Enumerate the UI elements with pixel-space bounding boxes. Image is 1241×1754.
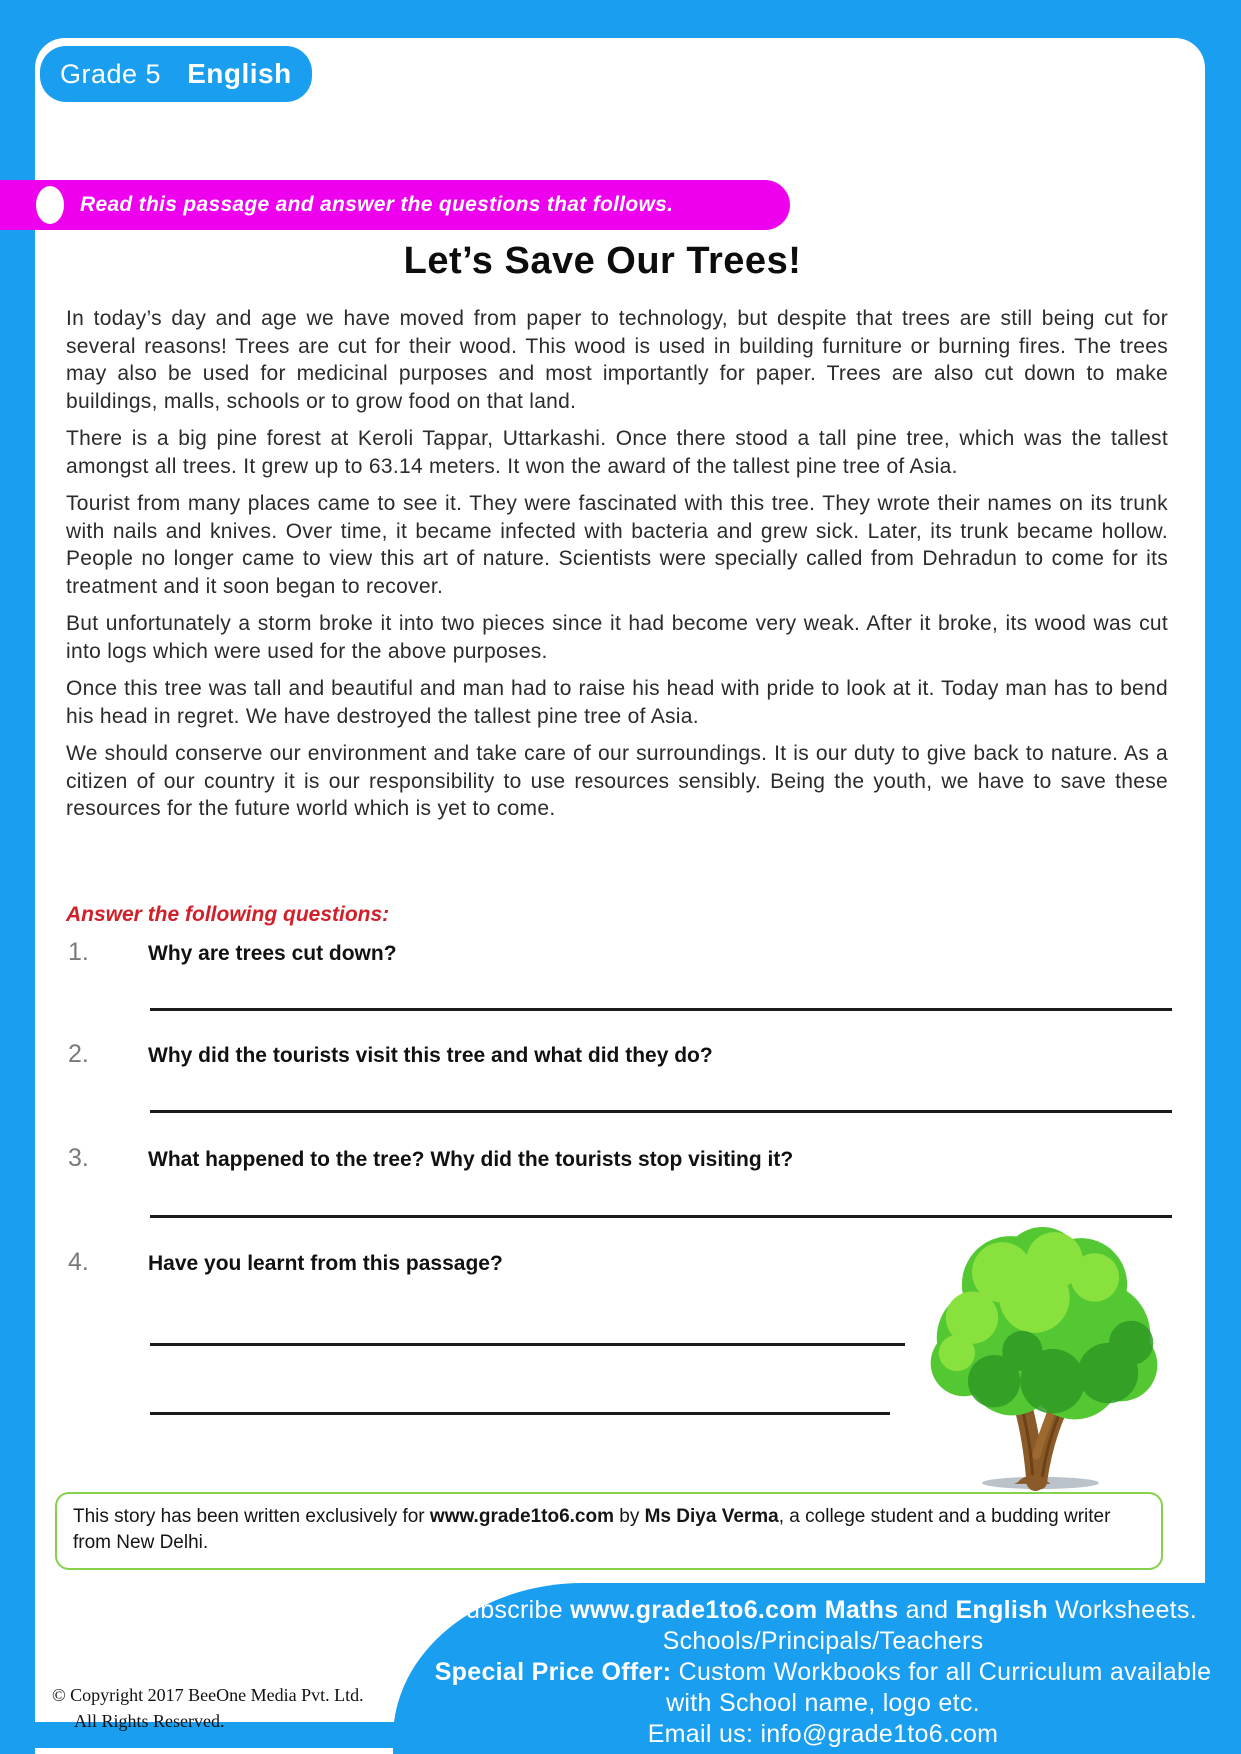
footer-audience-line: Schools/Principals/Teachers [662, 1627, 984, 1655]
passage-paragraph: But unfortunately a storm broke it into two pieces since it had become very weak. After it broke, its wood was cut into logs which were used for the above purposes. [66, 612, 1168, 663]
passage-paragraph: We should conserve our environment and take care of our surroundings. It is our duty to give back to nature. As a citizen of our country it is our responsibility to use resources sensibly. Being the youth, we have to save these resources for the future world which is yet to come. [66, 742, 1168, 820]
instruction-text: Read this passage and answer the questions that follows. [80, 193, 674, 216]
copyright-line2: All Rights Reserved. [74, 1711, 225, 1731]
passage-paragraph: There is a big pine forest at Keroli Tappar, Uttarkashi. Once there stood a tall pine tree, which was the tallest amongst all trees. It grew up to 63.14 meters. It won the award of the tallest pine tree of Asia. [66, 427, 1168, 478]
footer-panel [393, 1583, 1241, 1754]
passage-body [66, 305, 1168, 833]
answer-line-q4-1[interactable] [150, 1343, 905, 1346]
footer-offer-line: Special Price Offer: Custom Workbooks for all Curriculum available [434, 1658, 1212, 1686]
question-number: 4. [68, 1248, 89, 1276]
footer-email-line: Email us: info@grade1to6.com [647, 1720, 999, 1748]
question-number: 1. [68, 938, 89, 966]
answer-line-q4-2[interactable] [150, 1412, 890, 1415]
subject-label: English [187, 58, 292, 89]
question-text: Have you learnt from this passage? [148, 1252, 503, 1275]
passage-paragraph: In today’s day and age we have moved from paper to technology, but despite that trees are still being cut for several reasons! Trees are cut for their wood. This wood is used in building furniture or burning fires. The trees may also be used for medicinal purposes and most importantly for paper. Trees are also cut down to make buildings, malls, schools or to grow food on that land. [66, 307, 1168, 413]
answer-line-q2[interactable] [150, 1110, 1172, 1113]
credit-note [55, 1492, 1163, 1570]
question-text: Why are trees cut down? [148, 942, 397, 965]
footer-english-bold: English [955, 1596, 1048, 1624]
question-number: 3. [68, 1144, 89, 1172]
instruction-banner [0, 180, 790, 230]
question-text: Why did the tourists visit this tree and what did they do? [148, 1044, 713, 1067]
credit-author: Ms Diya Verma [644, 1506, 779, 1527]
footer-offer-bold: Special Price Offer: [434, 1658, 672, 1686]
answer-line-q3[interactable] [150, 1215, 1172, 1218]
question-text: What happened to the tree? Why did the tourists stop visiting it? [148, 1148, 794, 1171]
footer-offer-line2: with School name, logo etc. [666, 1689, 980, 1717]
footer-subscribe-line: Subscribe www.grade1to6.com Maths and English Worksheets. [449, 1596, 1197, 1624]
credit-site: www.grade1to6.com [429, 1506, 614, 1527]
grade-subject-tab [40, 46, 312, 102]
footer-text [423, 1595, 1223, 1750]
passage-paragraph: Tourist from many places came to see it. They were fascinated with this tree. They wrote their names on its trunk with nails and knives. Over time, it became infected with bacteria and grew sick. Later, its trunk became hollow. People no longer came to view this art of nature. Scientists were specially called from Dehradun to come for its treatment and it soon began to recover. [66, 492, 1168, 598]
passage-paragraph: Once this tree was tall and beautiful and man had to raise his head with pride to look at it. Today man has to bend his head in regret. We have destroyed the tallest pine tree of Asia. [66, 677, 1168, 728]
copyright-line1: © Copyright 2017 BeeOne Media Pvt. Ltd. [52, 1685, 364, 1705]
credit-text-pre: This story has been written exclusively for [73, 1506, 430, 1527]
copyright-notice [52, 1682, 364, 1734]
answer-line-q1[interactable] [150, 1008, 1172, 1011]
credit-text-post: , a college student and a budding writer from New Delhi. [73, 1506, 1111, 1553]
questions-heading: Answer the following questions: [66, 903, 390, 926]
banner-oval-icon [36, 186, 64, 224]
passage-title: Let’s Save Our Trees! [403, 240, 802, 282]
footer-site-bold: www.grade1to6.com Maths [570, 1596, 899, 1624]
grade-label: Grade 5 [60, 58, 162, 89]
tree-illustration [900, 1222, 1185, 1494]
question-number: 2. [68, 1040, 89, 1068]
credit-text-mid: by [613, 1506, 645, 1527]
